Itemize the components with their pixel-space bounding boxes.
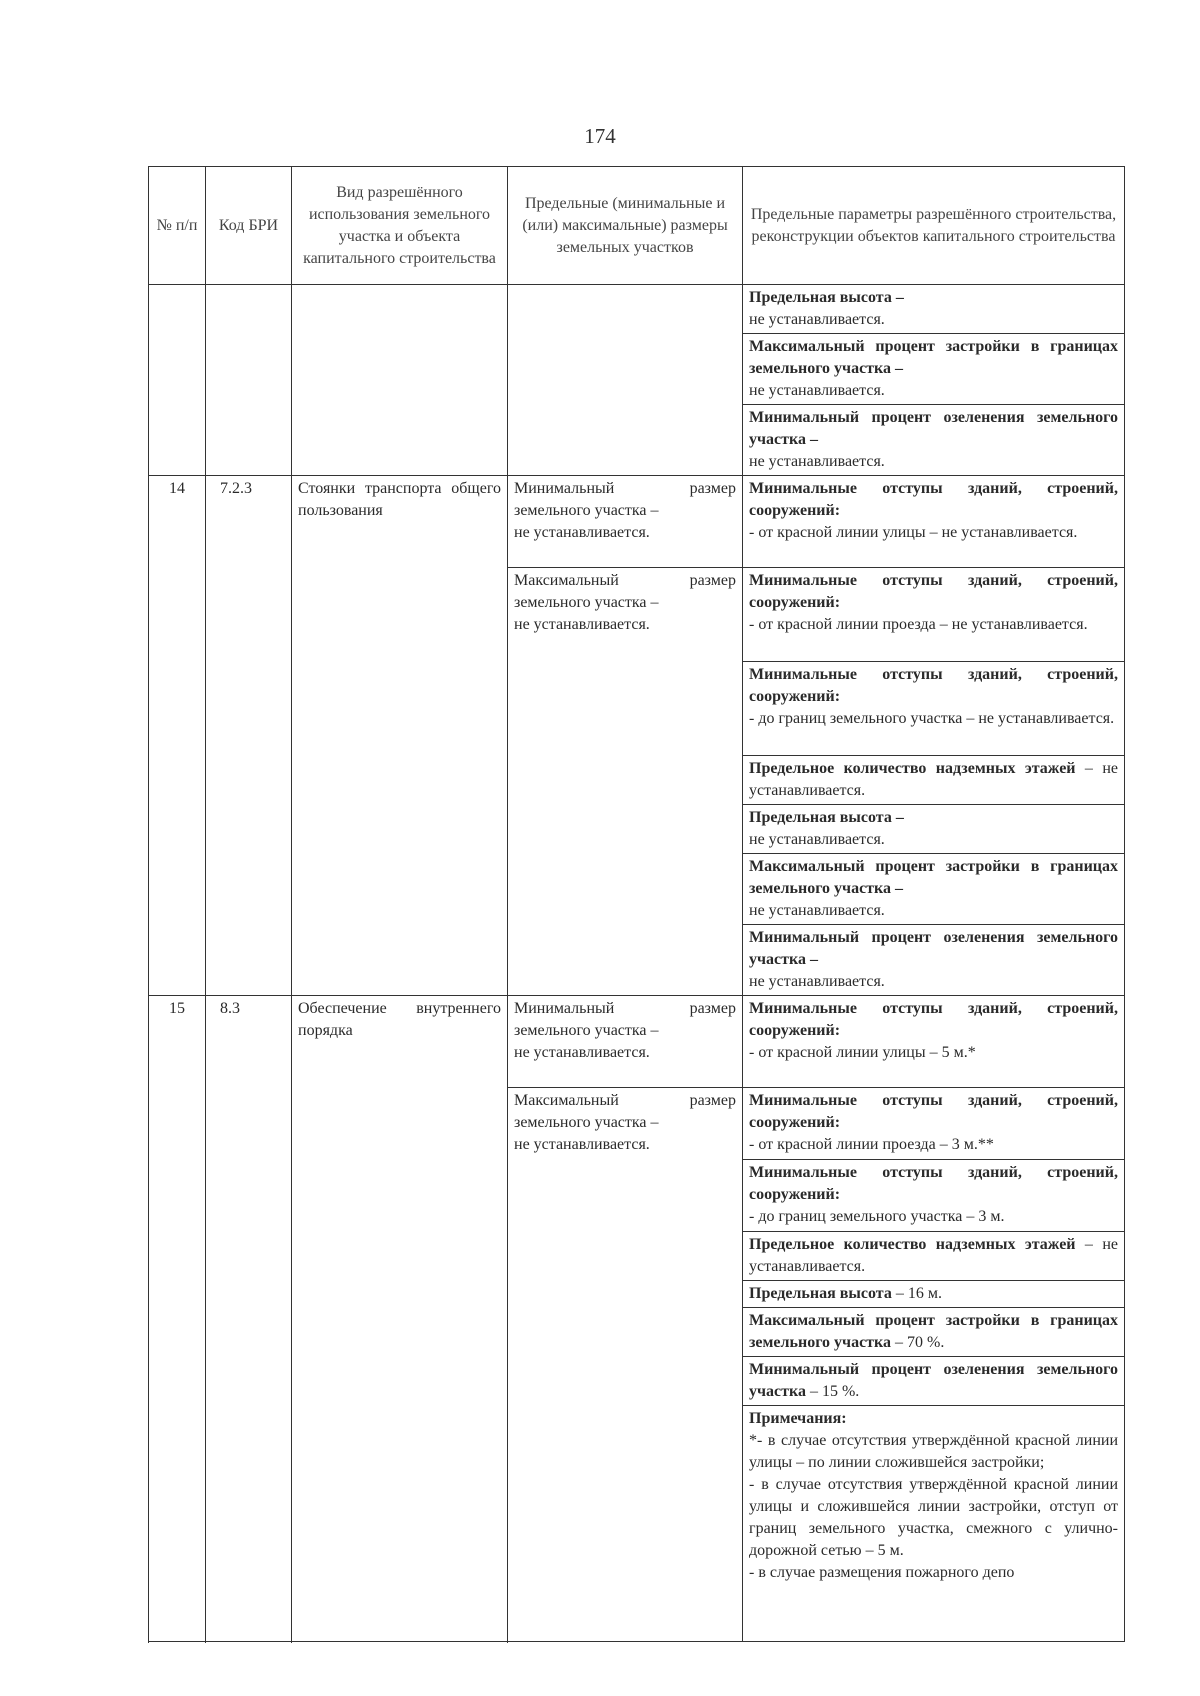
size-cell: [508, 1088, 743, 1642]
param-value: не устанавливается.: [749, 311, 885, 328]
param-value: не устанавливается.: [749, 453, 885, 470]
param-value: - от красной линии проезда – 3 м.**: [749, 1136, 994, 1153]
row15-type: Обеспечение внутреннего порядка: [292, 996, 508, 1642]
param-label: Предельная высота –: [749, 809, 904, 826]
param-value: – 16 м.: [891, 1285, 942, 1302]
param-label: Минимальные отступы зданий, строений, сооружений:: [749, 1000, 1118, 1039]
param-cell: [743, 334, 1125, 405]
size-cell: [508, 996, 743, 1088]
param-label: Максимальный процент застройки в границах земельного участка: [749, 1312, 1118, 1351]
param-value: не устанавливается.: [749, 973, 885, 990]
size-label: Максимальный размер земельного участка –: [514, 1092, 736, 1131]
param-cell: [743, 285, 1125, 334]
param-value: не устанавливается.: [749, 831, 885, 848]
param-cell: [743, 854, 1125, 925]
param-label: Минимальные отступы зданий, строений, сооружений:: [749, 572, 1118, 611]
param-cell: [743, 756, 1125, 805]
table-row: [149, 285, 1125, 334]
header-num: № п/п: [149, 167, 206, 285]
param-value: - от красной линии улицы – 5 м.*: [749, 1044, 976, 1061]
param-cell: [743, 568, 1125, 662]
param-value: – 70 %.: [891, 1334, 945, 1351]
size-value: не устанавливается.: [514, 524, 650, 541]
size-label: Максимальный размер земельного участка –: [514, 572, 736, 611]
continuation-num-cell: [149, 285, 206, 476]
row15-num: 15: [149, 996, 206, 1642]
param-label: Предельное количество надземных этажей: [749, 760, 1076, 777]
param-value: - от красной линии проезда – не устанавливается.: [749, 616, 1088, 633]
row14-type: Стоянки транспорта общего пользования: [292, 476, 508, 996]
param-value: – не устанавливается.: [749, 760, 1118, 799]
param-label: Предельная высота: [749, 1285, 892, 1302]
param-cell: [743, 476, 1125, 568]
param-label: Максимальный процент застройки в границах земельного участка –: [749, 858, 1118, 897]
param-cell: [743, 1308, 1125, 1357]
param-cell: [743, 1088, 1125, 1160]
param-cell: [743, 1281, 1125, 1308]
param-cell: [743, 925, 1125, 996]
size-value: не устанавливается.: [514, 616, 650, 633]
table-header-row: [149, 167, 1125, 285]
param-cell: [743, 1232, 1125, 1281]
param-label: Минимальные отступы зданий, строений, сооружений:: [749, 1092, 1118, 1131]
param-label: Предельное количество надземных этажей: [749, 1236, 1076, 1253]
size-value: не устанавливается.: [514, 1044, 650, 1061]
param-label: Минимальные отступы зданий, строений, сооружений:: [749, 666, 1118, 705]
header-code: Код БРИ: [206, 167, 292, 285]
row15-code: 8.3: [206, 996, 292, 1642]
param-cell: [743, 1160, 1125, 1232]
land-use-table: [148, 166, 1125, 1642]
param-label: Максимальный процент застройки в границах земельного участка –: [749, 338, 1118, 377]
param-value: - до границ земельного участка – 3 м.: [749, 1208, 1005, 1225]
page-number: 174: [584, 124, 616, 148]
size-cell: [508, 476, 743, 568]
param-value: – не устанавливается.: [749, 1236, 1118, 1275]
note-line: *- в случае отсутствия утверждённой красной линии улицы – по линии сложившейся застройки;: [749, 1432, 1118, 1471]
param-value: не устанавливается.: [749, 382, 885, 399]
row14-num: 14: [149, 476, 206, 996]
param-cell: [743, 1357, 1125, 1406]
param-label: Минимальные отступы зданий, строений, сооружений:: [749, 480, 1118, 519]
continuation-type-cell: [292, 285, 508, 476]
notes-label: Примечания:: [749, 1410, 847, 1427]
size-label: Минимальный размер земельного участка –: [514, 1000, 736, 1039]
param-value: - до границ земельного участка – не устанавливается.: [749, 710, 1115, 727]
size-value: не устанавливается.: [514, 1136, 650, 1153]
param-value: – 15 %.: [805, 1383, 860, 1400]
continuation-size-cell: [508, 285, 743, 476]
param-label: Минимальные отступы зданий, строений, сооружений:: [749, 1164, 1118, 1203]
size-label: Минимальный размер земельного участка –: [514, 480, 736, 519]
param-cell: [743, 405, 1125, 476]
header-size: Предельные (минимальные и (или) максимальные) размеры земельных участков: [508, 167, 743, 285]
param-cell: [743, 805, 1125, 854]
param-value: - от красной линии улицы – не устанавливается.: [749, 524, 1078, 541]
row14-code: 7.2.3: [206, 476, 292, 996]
param-value: не устанавливается.: [749, 902, 885, 919]
size-cell: [508, 568, 743, 996]
param-cell: [743, 996, 1125, 1088]
note-line: - в случае отсутствия утверждённой красной линии улицы и сложившейся линии застройки, отступ от границ земельного участка, смежного с улично-дорожной сетью – 5 м.: [749, 1476, 1118, 1559]
param-label: Минимальный процент озеленения земельного участка –: [749, 929, 1118, 968]
param-label: Минимальный процент озеленения земельного участка: [749, 1361, 1118, 1400]
header-type: Вид разрешённого использования земельного участка и объекта капитального строительства: [292, 167, 508, 285]
header-params: Предельные параметры разрешённого строительства, реконструкции объектов капитального строительства: [743, 167, 1125, 285]
notes-cell: [743, 1406, 1125, 1642]
param-cell: [743, 662, 1125, 756]
param-label: Минимальный процент озеленения земельного участка –: [749, 409, 1118, 448]
continuation-code-cell: [206, 285, 292, 476]
note-line: - в случае размещения пожарного депо: [749, 1564, 1015, 1581]
param-label: Предельная высота –: [749, 289, 904, 306]
table-row: [149, 996, 1125, 1088]
table-row: [149, 476, 1125, 568]
